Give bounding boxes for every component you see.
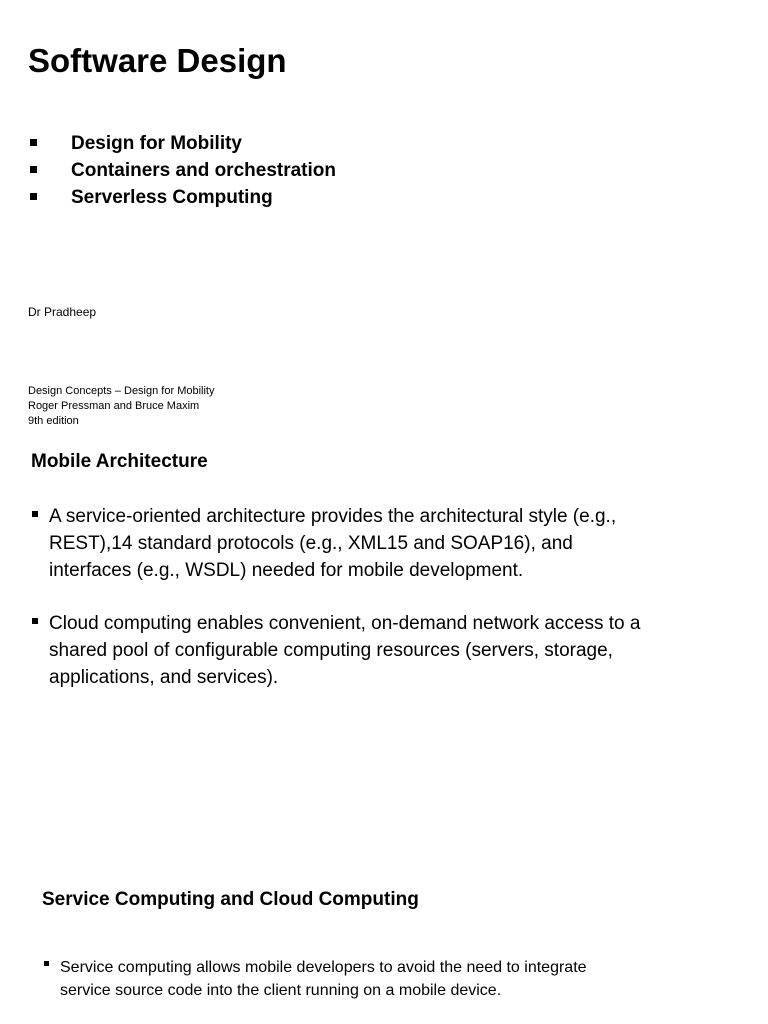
paragraph-line: applications, and services). xyxy=(49,667,279,688)
reference-line: 9th edition xyxy=(28,415,79,427)
reference-line: Design Concepts – Design for Mobility xyxy=(28,385,215,397)
paragraph-line: REST),14 standard protocols (e.g., XML15 and SOAP16), and xyxy=(49,533,573,554)
bullet-icon xyxy=(44,961,49,966)
topic-label: Containers and orchestration xyxy=(71,160,336,181)
page-title: Software Design xyxy=(28,42,287,79)
paragraph-line: interfaces (e.g., WSDL) needed for mobile development. xyxy=(49,560,524,581)
paragraph-line: Cloud computing enables convenient, on-demand network access to a xyxy=(49,613,641,634)
section-heading-service-computing: Service Computing and Cloud Computing xyxy=(42,889,419,910)
bullet-icon xyxy=(32,511,38,517)
bullet-icon xyxy=(32,618,38,624)
bullet-paragraph xyxy=(44,956,744,1006)
bullet-paragraph xyxy=(32,503,732,593)
reference-line: Roger Pressman and Bruce Maxim xyxy=(28,400,200,412)
bullet-icon xyxy=(30,193,37,200)
bullet-paragraph xyxy=(32,610,732,700)
author-name: Dr Pradheep xyxy=(28,305,97,319)
topic-label: Design for Mobility xyxy=(71,133,242,154)
paragraph-line: service source code into the client running on a mobile device. xyxy=(60,982,502,999)
section-heading-mobile-architecture: Mobile Architecture xyxy=(31,451,208,472)
paragraph-line: Service computing allows mobile developers to avoid the need to integrate xyxy=(60,959,587,976)
reference-block xyxy=(28,384,214,429)
topic-label: Serverless Computing xyxy=(71,187,273,208)
paragraph-line: shared pool of configurable computing resources (servers, storage, xyxy=(49,640,613,661)
bullet-icon xyxy=(30,166,37,173)
paragraph-line: A service-oriented architecture provides the architectural style (e.g., xyxy=(49,506,617,527)
bullet-icon xyxy=(30,139,37,146)
